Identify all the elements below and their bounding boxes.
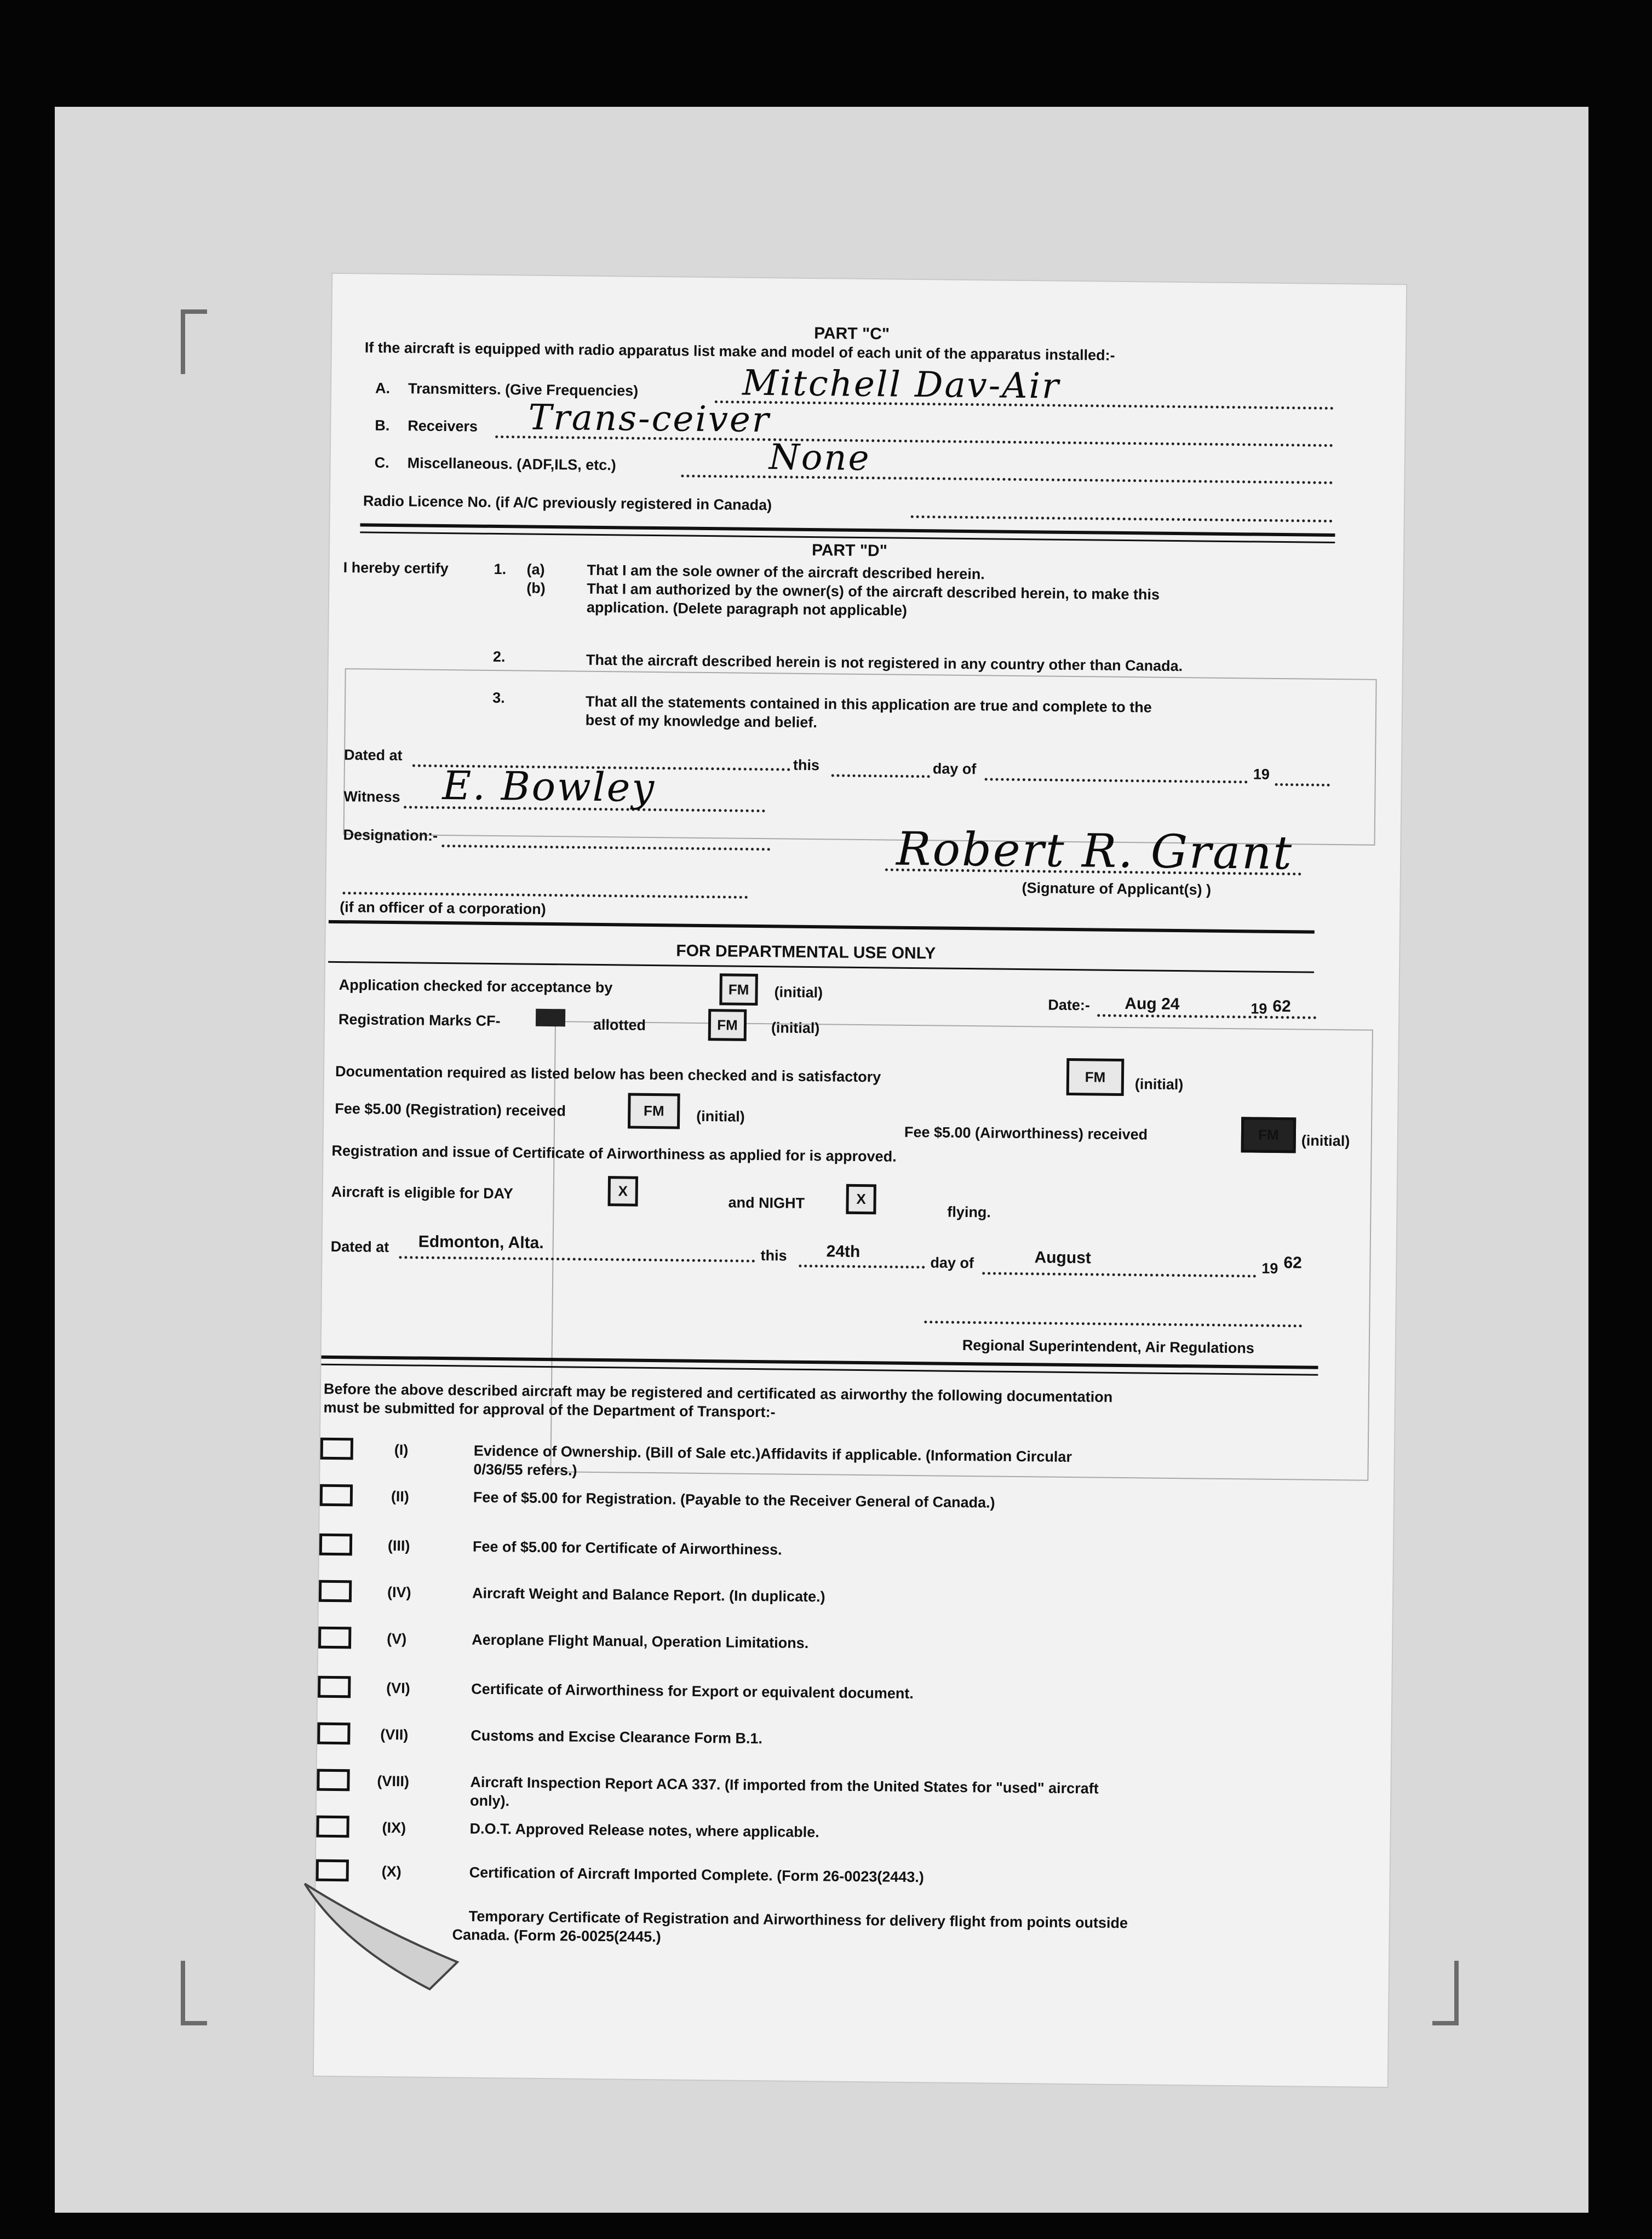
item-1-number: 1. <box>494 560 507 578</box>
officer-line <box>342 892 748 899</box>
part-c-intro: If the aircraft is equipped with radio apparatus list make and model of each unit of the apparatus installed:- <box>364 339 1115 364</box>
signature-caption: (Signature of Applicant(s) ) <box>1022 880 1212 898</box>
checked-initials-box: FM <box>719 973 758 1006</box>
dept-heading: FOR DEPARTMENTAL USE ONLY <box>676 941 936 963</box>
temporary-certificate-2: Canada. (Form 26-0025(2445.) <box>452 1926 661 1945</box>
part-d-rule <box>329 920 1315 934</box>
dept-month: August <box>1034 1248 1092 1267</box>
doc-text-7: Customs and Excise Clearance Form B.1. <box>471 1727 763 1747</box>
item-1a-text: That I am the sole owner of the aircraft described herein. <box>587 561 985 583</box>
reg-initial-label: (initial) <box>771 1019 820 1037</box>
witness-signature: E. Bowley <box>442 762 656 811</box>
transmitters-text: Transmitters. (Give Frequencies) <box>408 380 639 399</box>
fee-air-initials-box: FM <box>1241 1117 1297 1153</box>
item-2-number: 2. <box>492 648 506 665</box>
reg-marks-suffix: XXX <box>535 1009 566 1026</box>
date-label: Date:- <box>1048 996 1091 1014</box>
item-3-text-2: best of my knowledge and belief. <box>585 711 817 731</box>
checked-initial-label: (initial) <box>774 984 823 1001</box>
reg-issue-approved: Registration and issue of Certificate of Airworthiness as applied for is approved. <box>331 1142 897 1165</box>
documentation-initial-label: (initial) <box>1134 1076 1184 1093</box>
doc-checkbox-1[interactable] <box>320 1438 353 1460</box>
doc-number-9: (IX) <box>382 1819 406 1836</box>
fee-reg-initials-box: FM <box>628 1093 680 1129</box>
dept-this: this <box>760 1247 787 1264</box>
docs-intro-2: must be submitted for approval of the Department of Transport:- <box>323 1399 776 1421</box>
part-d-day-of: day of <box>932 760 977 778</box>
checked-label: Application checked for acceptance by <box>339 977 613 996</box>
doc-checkbox-8[interactable] <box>317 1769 349 1792</box>
part-d-this: this <box>793 756 820 774</box>
dept-heading-rule <box>328 961 1314 973</box>
doc-text-2: Fee of $5.00 for Registration. (Payable to the Receiver General of Canada.) <box>473 1489 995 1511</box>
dept-year-prefix: 19 <box>1261 1260 1278 1277</box>
part-c-rule <box>360 523 1335 537</box>
doc-checkbox-2[interactable] <box>320 1484 353 1507</box>
doc-text-8-cont: only). <box>469 1792 510 1810</box>
documentation-initials-box: FM <box>1066 1058 1125 1096</box>
doc-checkbox-4[interactable] <box>319 1580 352 1603</box>
item-1b-text: That I am authorized by the owner(s) of the aircraft described herein, to make this <box>587 580 1160 603</box>
doc-text-1-cont: 0/36/55 refers.) <box>473 1461 577 1479</box>
night-checkbox: X <box>846 1184 876 1215</box>
part-c-heading: PART "C" <box>814 324 890 343</box>
radio-licence-line <box>911 515 1333 523</box>
crop-mark-bottom-left <box>181 1961 207 2025</box>
part-d-dated-at: Dated at <box>343 747 403 764</box>
officer-note: (if an officer of a corporation) <box>340 899 546 917</box>
part-d-heading: PART "D" <box>811 541 888 560</box>
date-year-prefix: 19 <box>1251 1000 1267 1017</box>
receivers-label: B. <box>375 417 390 434</box>
applicant-signature: Robert R. Grant <box>896 822 1294 880</box>
item-1a-letter: (a) <box>526 561 545 578</box>
doc-text-1: Evidence of Ownership. (Bill of Sale etc.)Affidavits if applicable. (Information Circular <box>473 1442 1072 1466</box>
receivers-value: Trans-ceiver <box>528 397 771 441</box>
date-value: Aug 24 <box>1125 995 1180 1014</box>
dept-dated-at: Dated at <box>330 1238 389 1256</box>
misc-value: None <box>768 437 871 479</box>
crop-mark-bottom-right <box>1432 1961 1459 2025</box>
superintendent-label: Regional Superintendent, Air Regulations <box>962 1336 1255 1357</box>
designation-line <box>441 845 770 851</box>
doc-checkbox-9[interactable] <box>316 1816 349 1838</box>
part-d-nineteen: 19 <box>1253 766 1270 783</box>
reg-initials-box: FM <box>708 1009 747 1041</box>
witness-label: Witness <box>343 788 400 806</box>
misc-label: C. <box>374 454 389 471</box>
eligible-day-label: Aircraft is eligible for DAY <box>331 1183 513 1202</box>
transmitters-value: Mitchell Dav-Air <box>742 363 1061 407</box>
documentation-label: Documentation required as listed below has been checked and is satisfactory <box>335 1063 881 1086</box>
doc-number-6: (VI) <box>386 1679 410 1697</box>
reg-marks-label: Registration Marks CF- <box>338 1011 501 1030</box>
doc-text-6: Certificate of Airworthiness for Export or equivalent document. <box>471 1680 914 1702</box>
transmitters-label: A. <box>375 380 391 397</box>
item-1b-letter: (b) <box>526 579 546 596</box>
flying-label: flying. <box>947 1203 991 1221</box>
doc-text-8: Aircraft Inspection Report ACA 337. (If imported from the United States for "used" aircraft <box>470 1773 1099 1797</box>
night-label: and NIGHT <box>728 1194 805 1212</box>
temporary-certificate: Temporary Certificate of Registration and Airworthiness for delivery flight from points outside <box>468 1908 1128 1932</box>
doc-number-5: (V) <box>387 1631 407 1647</box>
fee-reg-initial-label: (initial) <box>696 1107 745 1125</box>
dept-place: Edmonton, Alta. <box>418 1232 544 1252</box>
item-2-text: That the aircraft described herein is not registered in any country other than Canada. <box>586 651 1183 675</box>
doc-checkbox-6[interactable] <box>318 1676 351 1698</box>
dept-day-value: 24th <box>826 1242 861 1261</box>
fee-air-label: Fee $5.00 (Airworthiness) received <box>904 1123 1148 1143</box>
docs-intro: Before the above described aircraft may be registered and certificated as airworthy the following documentation <box>323 1380 1113 1405</box>
crop-mark-top-left <box>181 309 207 374</box>
doc-number-7: (VII) <box>380 1726 409 1743</box>
radio-licence-text: Radio Licence No. (if A/C previously registered in Canada) <box>363 492 772 514</box>
doc-number-10: (X) <box>381 1863 401 1880</box>
item-3-number: 3. <box>492 689 505 707</box>
doc-text-3: Fee of $5.00 for Certificate of Airworthiness. <box>472 1538 782 1558</box>
receivers-text: Receivers <box>408 417 478 435</box>
doc-checkbox-5[interactable] <box>318 1627 351 1649</box>
allotted-label: allotted <box>593 1016 646 1034</box>
doc-text-9: D.O.T. Approved Release notes, where applicable. <box>469 1820 819 1841</box>
fee-air-initial-label: (initial) <box>1301 1132 1350 1150</box>
fee-reg-label: Fee $5.00 (Registration) received <box>335 1100 566 1120</box>
misc-text: Miscellaneous. (ADF,ILS, etc.) <box>407 455 616 474</box>
dept-day-of: day of <box>930 1254 974 1272</box>
doc-number-1: (I) <box>394 1442 409 1459</box>
date-year: 62 <box>1272 997 1291 1016</box>
day-checkbox: X <box>607 1176 638 1207</box>
doc-text-4: Aircraft Weight and Balance Report. (In duplicate.) <box>472 1584 825 1605</box>
doc-text-5: Aeroplane Flight Manual, Operation Limitations. <box>472 1631 809 1652</box>
item-1b-text-2: application. (Delete paragraph not applicable) <box>586 599 908 619</box>
page-curl-corner <box>292 1878 475 2022</box>
doc-number-3: (III) <box>387 1537 410 1554</box>
doc-number-2: (II) <box>391 1488 410 1505</box>
doc-number-4: (IV) <box>387 1584 411 1601</box>
item-3-text: That all the statements contained in this application are true and complete to the <box>585 693 1152 716</box>
part-d-year-line <box>1275 783 1330 786</box>
designation-label: Designation:- <box>343 826 438 844</box>
doc-checkbox-7[interactable] <box>317 1723 350 1745</box>
doc-checkbox-3[interactable] <box>319 1534 352 1556</box>
dept-year: 62 <box>1283 1254 1303 1272</box>
application-form <box>314 274 1406 2087</box>
certify-label: I hereby certify <box>343 559 449 577</box>
doc-text-10: Certification of Aircraft Imported Complete. (Form 26-0023(2443.) <box>469 1864 925 1886</box>
doc-number-8: (VIII) <box>377 1772 410 1790</box>
